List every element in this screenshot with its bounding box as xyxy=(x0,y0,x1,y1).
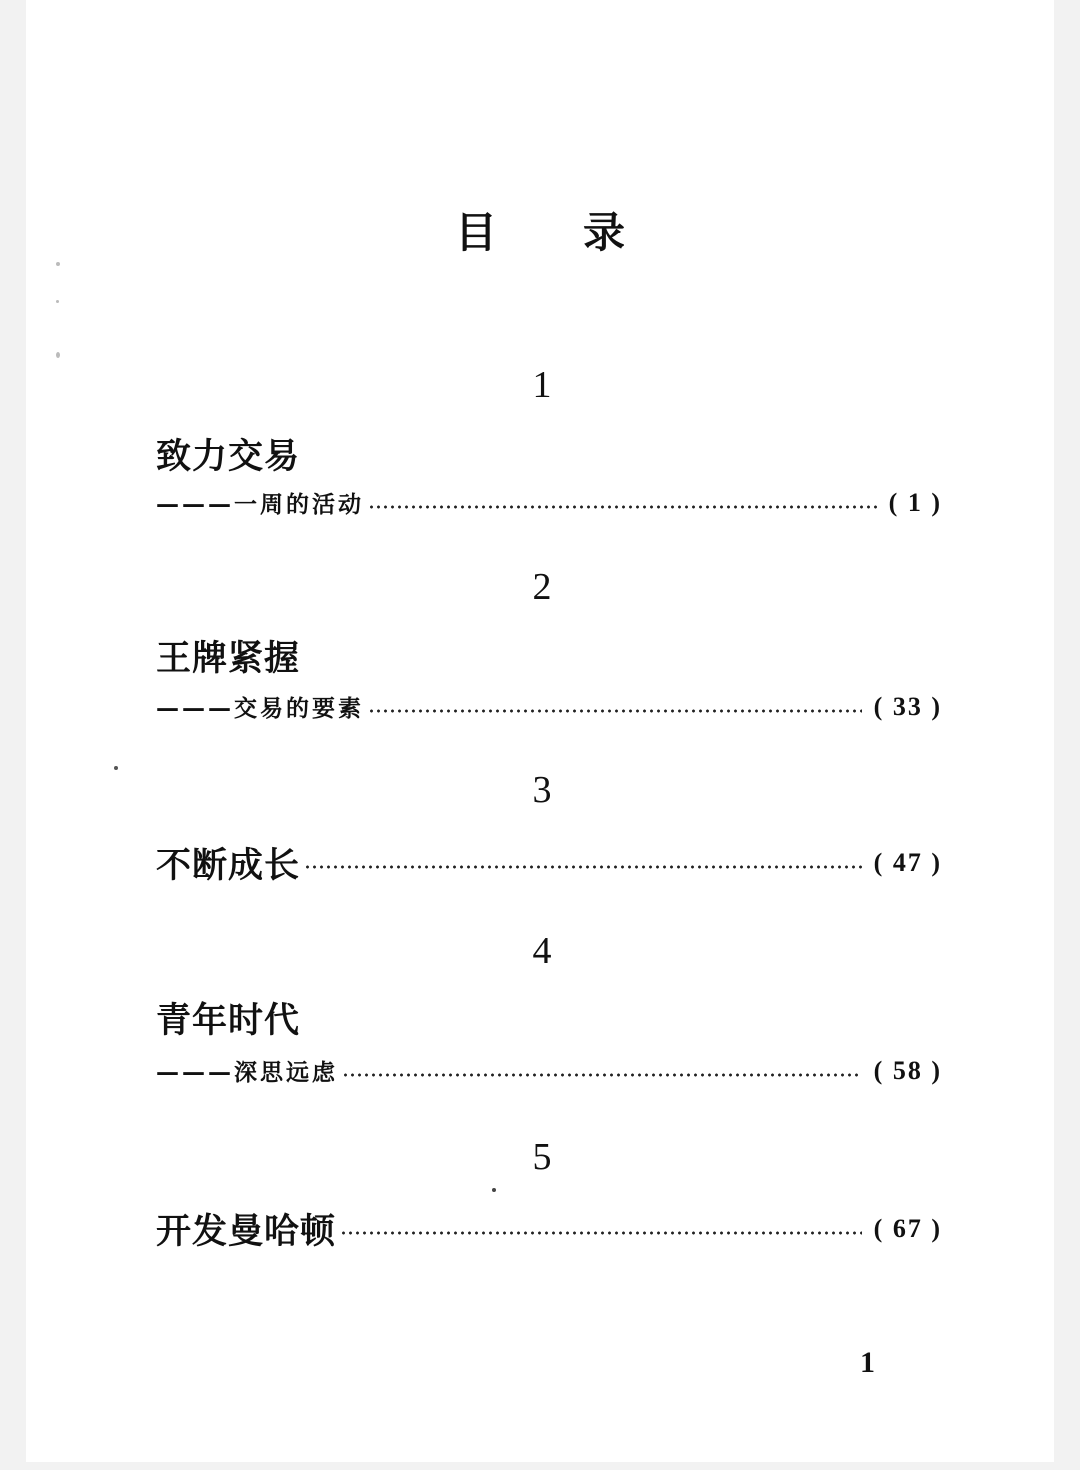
scan-speck xyxy=(56,352,60,358)
page-ref-1: ( 1 ) xyxy=(888,487,942,517)
toc-entry-1[interactable] xyxy=(156,486,942,519)
toc-entry-3[interactable] xyxy=(156,838,942,888)
chapter-heading-5: 开发曼哈顿 xyxy=(156,1212,337,1252)
dot-leader xyxy=(368,505,877,509)
document-page xyxy=(26,0,1054,1462)
scan-speck xyxy=(114,766,118,770)
scan-speck xyxy=(56,262,60,266)
chapter-number-2: 2 xyxy=(532,566,552,608)
title-char-1: 目 xyxy=(454,208,497,257)
title-char-2: 录 xyxy=(583,208,626,257)
page-number: 1 xyxy=(860,1346,875,1379)
toc-entry-2[interactable] xyxy=(156,690,942,723)
page-ref-3: ( 47 ) xyxy=(873,848,942,877)
toc-entry-5[interactable] xyxy=(156,1204,942,1254)
chapter-number-5: 5 xyxy=(532,1136,552,1178)
dot-leader xyxy=(340,1231,862,1235)
page-ref-4: ( 58 ) xyxy=(873,1055,942,1085)
page-ref-5: ( 67 ) xyxy=(873,1214,942,1243)
scan-speck xyxy=(56,300,59,303)
chapter-heading-2: 王牌紧握 xyxy=(156,639,301,679)
dot-leader xyxy=(368,709,862,713)
toc-entry-4[interactable] xyxy=(156,1054,942,1087)
chapter-subtitle-1: ———一周的活动 xyxy=(156,492,364,518)
chapter-subtitle-2: ———交易的要素 xyxy=(156,696,364,722)
chapter-number-1: 1 xyxy=(532,364,552,406)
dot-leader xyxy=(304,865,862,869)
chapter-number-4: 4 xyxy=(532,930,552,972)
chapter-heading-4: 青年时代 xyxy=(156,1001,301,1041)
scan-speck xyxy=(492,1188,496,1192)
chapter-heading-1: 致力交易 xyxy=(156,437,301,477)
chapter-subtitle-4: ———深思远虑 xyxy=(156,1060,338,1086)
chapter-heading-3: 不断成长 xyxy=(156,846,301,886)
page-ref-2: ( 33 ) xyxy=(873,691,942,721)
page-title xyxy=(26,208,1054,257)
chapter-number-3: 3 xyxy=(532,769,552,811)
dot-leader xyxy=(342,1073,862,1077)
